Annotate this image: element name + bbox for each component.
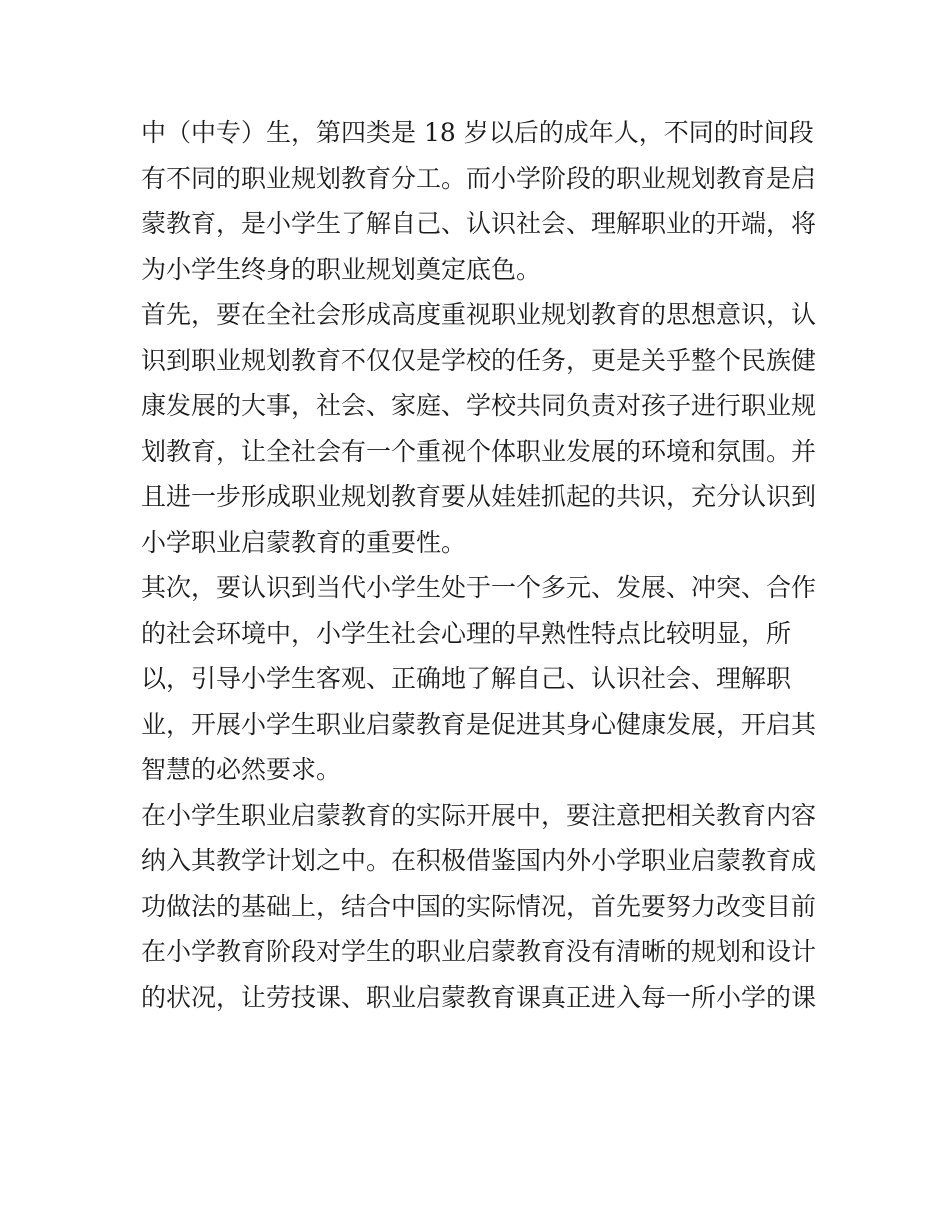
text-line: 蒙教育，是小学生了解自己、认识社会、理解职业的开端，将 — [141, 209, 817, 238]
text-line: 纳入其教学计划之中。在积极借鉴国内外小学职业启蒙教育成 — [141, 846, 817, 875]
text-line: 的状况，让劳技课、职业启蒙教育课真正进入每一所小学的课 — [141, 982, 817, 1012]
text-line: 在小学生职业启蒙教育的实际开展中，要注意把相关教育内容 — [141, 800, 817, 830]
text-line: 智慧的必然要求。 — [141, 755, 342, 784]
body-text — [141, 110, 821, 1020]
text-line: 以，引导小学生客观、正确地了解自己、认识社会、理解职 — [141, 664, 792, 693]
text-line: 有不同的职业规划教育分工。而小学阶段的职业规划教育是启 — [141, 163, 817, 193]
text-line: 的社会环境中，小学生社会心理的早熟性特点比较明显，所 — [141, 618, 792, 648]
text-line: 首先，要在全社会形成高度重视职业规划教育的思想意识，认 — [141, 300, 817, 329]
text-line: 为小学生终身的职业规划奠定底色。 — [141, 254, 542, 284]
text-line: 划教育，让全社会有一个重视个体职业发展的环境和氛围。并 — [141, 436, 817, 466]
text-line: 业，开展小学生职业启蒙教育是促进其身心健康发展，开启其 — [141, 709, 817, 739]
text-line: 功做法的基础上，结合中国的实际情况，首先要努力改变目前 — [141, 891, 817, 921]
text-line: 康发展的大事，社会、家庭、学校共同负责对孩子进行职业规 — [141, 391, 817, 420]
text-line: 中（中专）生，第四类是 18 岁以后的成年人，不同的时间段 — [141, 118, 814, 147]
text-line: 识到职业规划教育不仅仅是学校的任务，更是关乎整个民族健 — [141, 345, 817, 375]
text-line: 小学职业启蒙教育的重要性。 — [141, 527, 467, 557]
text-line: 且进一步形成职业规划教育要从娃娃抓起的共识，充分认识到 — [141, 482, 817, 511]
text-line: 在小学教育阶段对学生的职业启蒙教育没有清晰的规划和设计 — [141, 937, 817, 966]
text-line: 其次，要认识到当代小学生处于一个多元、发展、冲突、合作 — [141, 573, 817, 602]
